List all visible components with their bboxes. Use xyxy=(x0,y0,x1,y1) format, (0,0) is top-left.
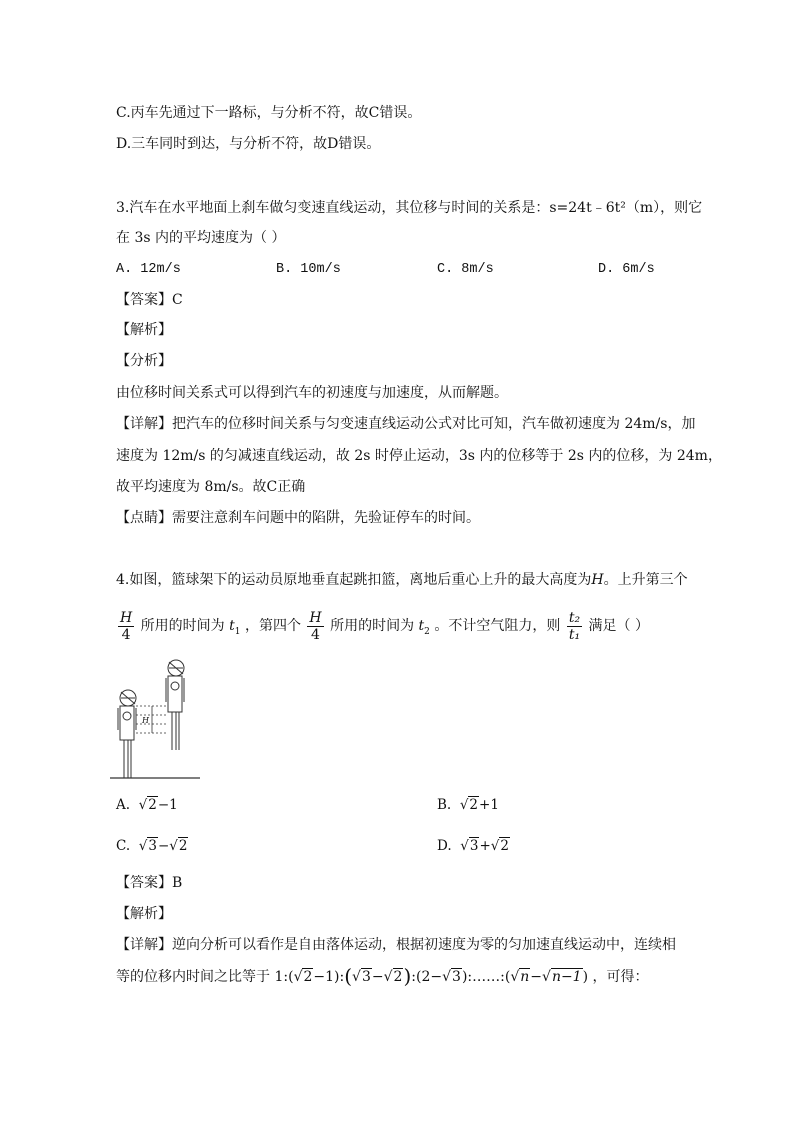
time-ratio-expression: 1:(√2−1):(√3−√2):(2−√3):……:(√n−√n−1) xyxy=(274,964,589,988)
q3-fenxi-text: 由位移时间关系式可以得到汽车的初速度与加速度，从而解题。 xyxy=(116,385,508,401)
q4-detail-line1: 【详解】逆向分析可以看作是自由落体运动，根据初速度为零的匀加速直线运动中，连续相 xyxy=(116,937,676,953)
option-c-prev: C.丙车先通过下一路标，与分析不符，故C错误。 xyxy=(116,105,422,121)
fraction-t2-over-t1: $\frac{\text{t₂}}{\text{t₁}}$ xyxy=(568,609,581,643)
q4-stem-line2: $\frac{H}{4}$ 所用的时间为 $t_1$ ，第四个 $\frac{H}{4}$ 所用的时间为 $t_2$ 。不计空气阻力，则 $\frac{\text{t₂}}{\text{t₁}}$ 满足（ ） xyxy=(120,609,649,643)
option-d-prev: D.三车同时到达，与分析不符，故D错误。 xyxy=(116,136,381,152)
jumping-player xyxy=(166,660,184,750)
q3-detail-line2: 速度为 12m/s 的匀减速直线运动，故 2s 时停止运动，3s 内的位移等于 2s 内的位移，为 24m， xyxy=(116,448,722,464)
q3-detail-line3: 故平均速度为 8m/s。故C正确 xyxy=(116,479,306,495)
q3-fenxi-heading: 【分析】 xyxy=(116,353,172,369)
q3-answer: 【答案】C xyxy=(116,292,183,308)
q3-detail-line1: 【详解】把汽车的位移时间关系与匀变速直线运动公式对比可知，汽车做初速度为 24m/s，加 xyxy=(116,416,696,432)
fraction-h-over-4: $\frac{H}{4}$ xyxy=(120,609,133,643)
q4-option-b: B. √2+1 xyxy=(437,797,499,813)
q3-analysis-heading: 【解析】 xyxy=(116,322,172,338)
q3-stem-line2: 在 3s 内的平均速度为（ ） xyxy=(116,230,286,246)
q4-option-a: A. √2−1 xyxy=(116,797,178,813)
q4-answer: 【答案】B xyxy=(116,875,183,891)
basketball-jump-figure xyxy=(110,658,206,784)
q3-option-a: A. 12m/s xyxy=(116,262,181,277)
q3-option-d: D. 6m/s xyxy=(598,262,655,277)
figure-h-label: H xyxy=(142,716,149,725)
q4-stem-line1: 4.如图，篮球架下的运动员原地垂直起跳扣篮，离地后重心上升的最大高度为H。上升第三个 xyxy=(116,572,688,588)
q4-option-c: C. √3−√2 xyxy=(116,838,188,854)
standing-player xyxy=(118,690,136,778)
q4-detail-line2: 等的位移内时间之比等于 1:(√2−1):(√3−√2):(2−√3):……:(√n−√n−1) ，可得： xyxy=(116,964,649,988)
q3-key-point: 【点睛】需要注意刹车问题中的陷阱，先验证停车的时间。 xyxy=(116,510,480,526)
q3-option-c: C. 8m/s xyxy=(437,262,494,277)
q4-analysis-heading: 【解析】 xyxy=(116,906,172,922)
fraction-h-over-4-second: $\frac{H}{4}$ xyxy=(309,609,322,643)
q3-stem-line1: 3.汽车在水平地面上刹车做匀变速直线运动，其位移与时间的关系是：s=24t﹣6t²（m），则它 xyxy=(116,200,703,216)
q3-option-b: B. 10m/s xyxy=(276,262,341,277)
q4-H-symbol: H xyxy=(591,572,604,588)
q4-option-d: D. √3+√2 xyxy=(437,838,509,854)
